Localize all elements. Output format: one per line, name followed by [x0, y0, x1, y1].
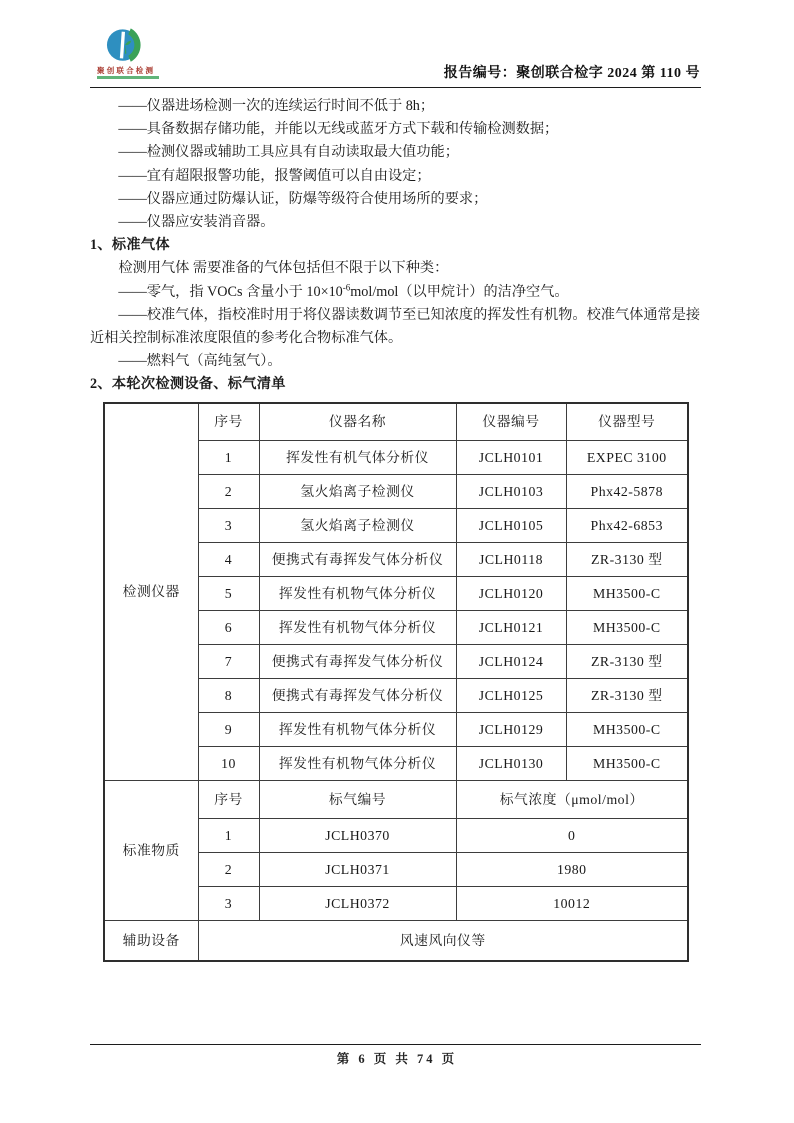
company-name-text: 聚创联合检测: [97, 66, 156, 75]
table-cell: 5: [198, 577, 259, 611]
requirement-line: ——仪器应安装消音器。: [118, 214, 275, 231]
column-header: 仪器名称: [259, 403, 456, 441]
document-body: [90, 95, 701, 962]
table-cell: 挥发性有机物气体分析仪: [259, 611, 456, 645]
column-header: 标气编号: [259, 781, 456, 819]
section-title-equipment-list: 2、本轮次检测设备、标气清单: [90, 376, 286, 393]
table-cell: 挥发性有机物气体分析仪: [259, 713, 456, 747]
table-cell: MH3500-C: [566, 713, 688, 747]
table-cell: ZR-3130 型: [566, 645, 688, 679]
table-cell: JCLH0118: [456, 543, 566, 577]
zero-gas-exponent: -6: [342, 281, 351, 292]
table-cell: 便携式有毒挥发气体分析仪: [259, 645, 456, 679]
column-header: 仪器型号: [566, 403, 688, 441]
header-divider: [90, 87, 701, 88]
table-cell: 1980: [456, 853, 688, 887]
table-cell: 氢火焰离子检测仪: [259, 475, 456, 509]
table-cell: JCLH0372: [259, 887, 456, 921]
group-cell-instruments: 检测仪器: [104, 403, 198, 781]
company-logo-icon: [105, 26, 147, 66]
table-cell: MH3500-C: [566, 747, 688, 781]
report-number: 报告编号：聚创联合检字 2024 第 110 号: [443, 66, 700, 81]
zero-gas-text-pre: ——零气，指 VOCs 含量小于 10×10: [118, 283, 343, 300]
table-cell: Phx42-5878: [566, 475, 688, 509]
table-cell: JCLH0105: [456, 509, 566, 543]
table-cell: JCLH0103: [456, 475, 566, 509]
group-cell-standards: 标准物质: [104, 781, 198, 921]
table-cell: JCLH0125: [456, 679, 566, 713]
table-cell: 2: [198, 475, 259, 509]
table-cell: JCLH0129: [456, 713, 566, 747]
table-cell: 便携式有毒挥发气体分析仪: [259, 543, 456, 577]
table-cell: 6: [198, 611, 259, 645]
table-cell: JCLH0120: [456, 577, 566, 611]
requirement-line: ——具备数据存储功能，并能以无线或蓝牙方式下载和传输检测数据；: [118, 121, 559, 138]
section-title-standard-gas: 1、标准气体: [90, 237, 170, 254]
table-cell: ZR-3130 型: [566, 679, 688, 713]
table-cell: 挥发性有机气体分析仪: [259, 441, 456, 475]
page-number: 第 6 页 共 74 页: [336, 1052, 458, 1066]
requirement-line: ——检测仪器或辅助工具应具有自动读取最大值功能；: [118, 144, 459, 161]
table-cell: ZR-3130 型: [566, 543, 688, 577]
table-cell: 8: [198, 679, 259, 713]
table-cell: JCLH0370: [259, 819, 456, 853]
footer-divider: [90, 1044, 701, 1045]
company-tagline-bar: [97, 76, 159, 79]
table-cell: 挥发性有机物气体分析仪: [259, 577, 456, 611]
table-cell: 挥发性有机物气体分析仪: [259, 747, 456, 781]
requirement-line: ——仪器应通过防爆认证，防爆等级符合使用场所的要求；: [118, 190, 488, 207]
column-header: 仪器编号: [456, 403, 566, 441]
zero-gas-text-post: mol/mol（以甲烷计）的洁净空气。: [350, 283, 569, 300]
auxiliary-equipment-cell: 风速风向仪等: [198, 921, 688, 961]
table-cell: JCLH0101: [456, 441, 566, 475]
column-header: 序号: [198, 403, 259, 441]
zero-gas-line: [90, 281, 701, 304]
table-cell: 2: [198, 853, 259, 887]
equipment-table: [103, 402, 689, 962]
table-cell: MH3500-C: [566, 611, 688, 645]
table-cell: 9: [198, 713, 259, 747]
table-cell: 3: [198, 509, 259, 543]
fuel-gas-line: ——燃料气（高纯氢气）。: [118, 353, 282, 370]
table-cell: EXPEC 3100: [566, 441, 688, 475]
table-cell: 0: [456, 819, 688, 853]
company-logo: [97, 26, 167, 79]
table-cell: 便携式有毒挥发气体分析仪: [259, 679, 456, 713]
table-cell: JCLH0130: [456, 747, 566, 781]
gas-intro-line: 检测用气体 需要准备的气体包括但不限于以下种类：: [118, 260, 449, 277]
table-cell: JCLH0371: [259, 853, 456, 887]
requirement-line: ——宜有超限报警功能，报警阈值可以自由设定；: [118, 167, 431, 184]
table-cell: JCLH0124: [456, 645, 566, 679]
table-cell: 7: [198, 645, 259, 679]
table-cell: 1: [198, 441, 259, 475]
table-row: [104, 781, 688, 819]
table-cell: 氢火焰离子检测仪: [259, 509, 456, 543]
table-cell: 10012: [456, 887, 688, 921]
column-header: 序号: [198, 781, 259, 819]
table-cell: Phx42-6853: [566, 509, 688, 543]
requirement-line: ——仪器进场检测一次的连续运行时间不低于 8h；: [118, 98, 435, 114]
calibration-gas-line: ——校准气体，指校准时用于将仪器读数调节至已知浓度的挥发性有机物。校准气体通常是接近相关控制标准浓度限值的参考化合物标准气体。: [90, 306, 701, 347]
page-header: [0, 0, 794, 90]
column-header: 标气浓度（μmol/mol）: [456, 781, 688, 819]
table-cell: 10: [198, 747, 259, 781]
table-row: [104, 403, 688, 441]
table-row: [104, 921, 688, 961]
group-cell-auxiliary: 辅助设备: [104, 921, 198, 961]
table-cell: 4: [198, 543, 259, 577]
table-cell: 3: [198, 887, 259, 921]
table-cell: JCLH0121: [456, 611, 566, 645]
table-cell: MH3500-C: [566, 577, 688, 611]
table-cell: 1: [198, 819, 259, 853]
